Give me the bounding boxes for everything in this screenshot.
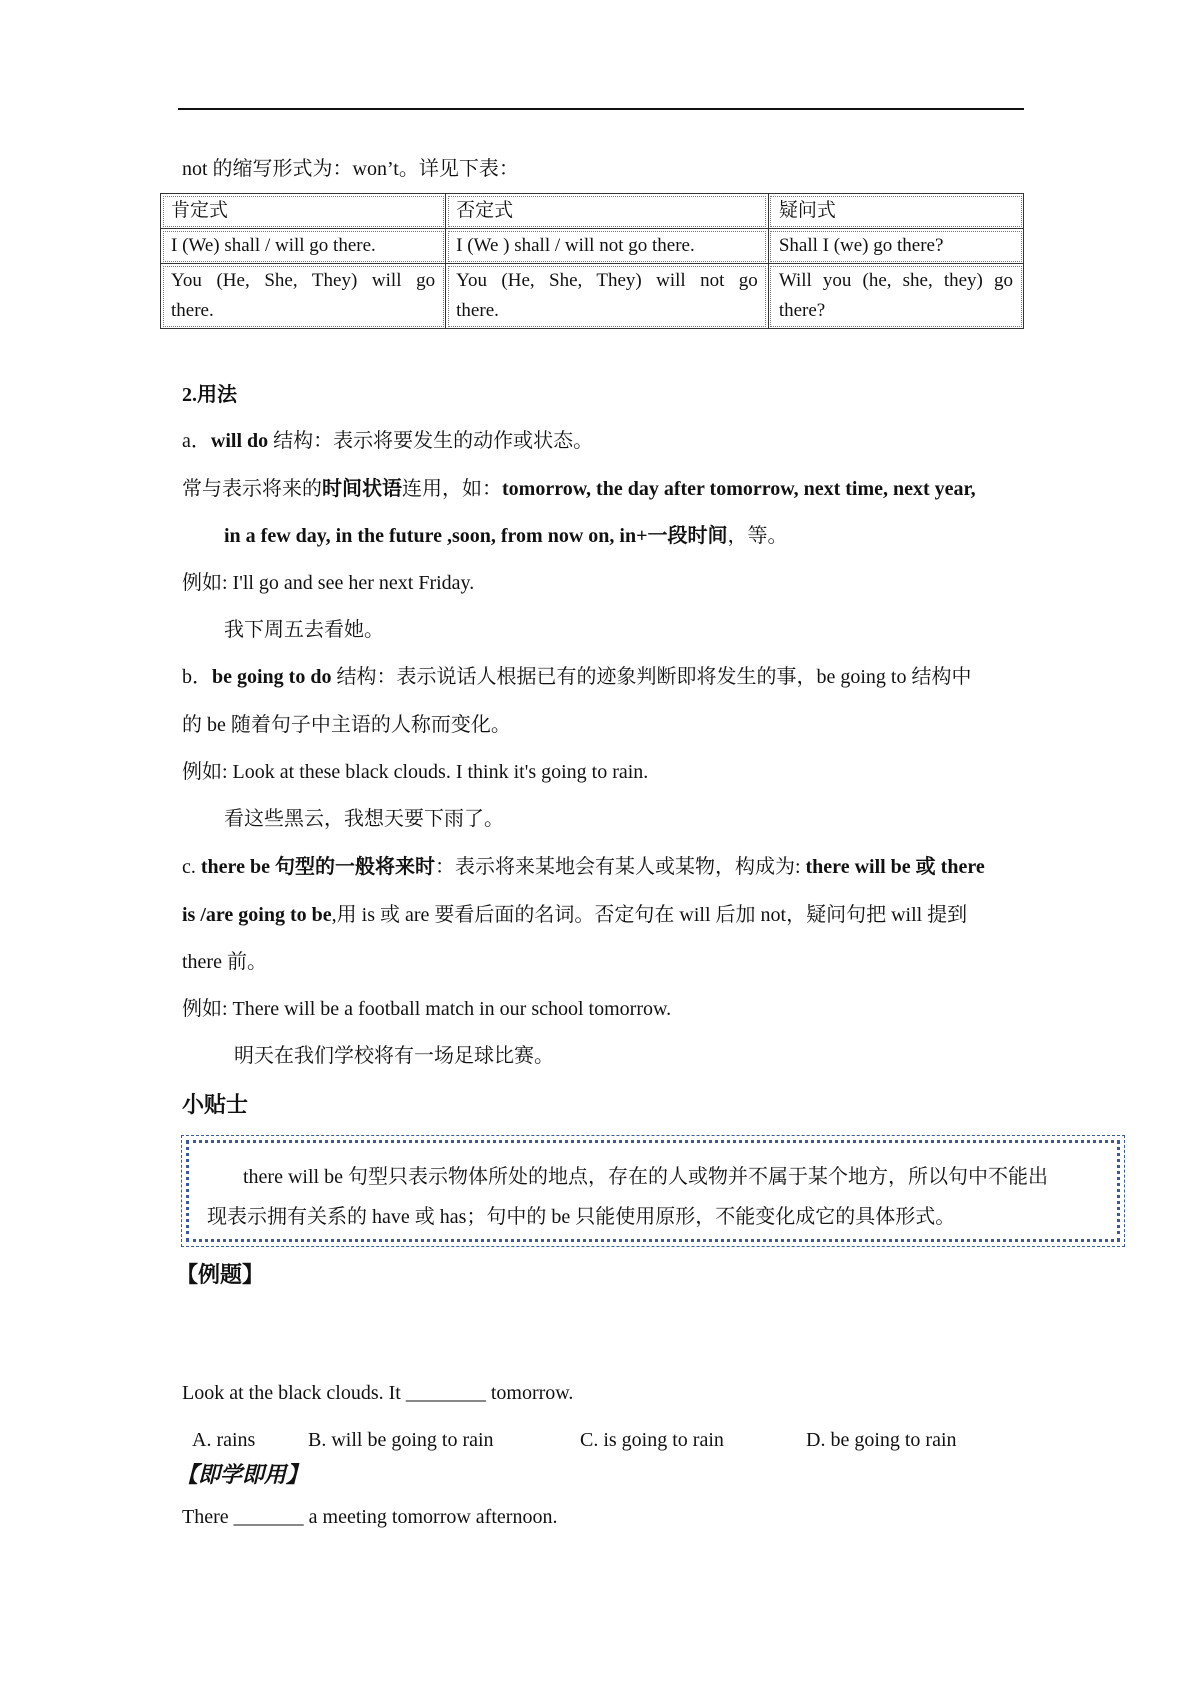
usage-a-line2: 常与表示将来的时间状语连用，如：tomorrow, the day after tomorrow, next time, next year,	[182, 478, 976, 500]
usage-a-line3: in a few day, in the future ,soon, from now on, in+一段时间，等。	[224, 525, 788, 547]
usage-c-line2: is /are going to be,用 is 或 are 要看后面的名词。否定句在 will 后加 not，疑问句把 will 提到	[182, 904, 968, 926]
usage-c-example-en: 例如: There will be a football match in our school tomorrow.	[182, 998, 672, 1020]
tips-line-2: 现表示拥有关系的 have 或 has；句中的 be 只能使用原形，不能变化成它的具体形式。	[207, 1206, 956, 1228]
table-cell: Shall I (we) go there?	[768, 229, 1023, 264]
option-b: B. will be going to rain	[308, 1429, 494, 1451]
header-affirmative: 肯定式	[161, 194, 446, 229]
table-row	[161, 229, 1024, 264]
usage-a-line1: a．will do 结构：表示将要发生的动作或状态。	[182, 430, 594, 452]
table-cell: You (He, She, They) will go there.	[161, 264, 446, 329]
tips-title: 小贴士	[182, 1092, 249, 1117]
usage-c-example-zh: 明天在我们学校将有一场足球比赛。	[234, 1045, 554, 1067]
table-header-row	[161, 194, 1024, 229]
usage-c-line1: c. there be 句型的一般将来时：表示将来某地会有某人或某物，构成为: there will be 或 there	[182, 856, 985, 878]
question-1: Look at the black clouds. It ________ tomorrow.	[182, 1382, 574, 1404]
header-interrogative: 疑问式	[768, 194, 1023, 229]
tips-box	[186, 1140, 1120, 1242]
question-2: There _______ a meeting tomorrow afternoon.	[182, 1506, 558, 1528]
practice-heading: 【即学即用】	[176, 1462, 309, 1487]
table-cell: I (We) shall / will go there.	[161, 229, 446, 264]
usage-a-example-zh: 我下周五去看她。	[224, 619, 384, 641]
option-a: A. rains	[192, 1429, 256, 1451]
usage-b-example-zh: 看这些黑云，我想天要下雨了。	[224, 808, 504, 830]
table-cell: I (We ) shall / will not go there.	[446, 229, 769, 264]
section-2-title: 2.用法	[182, 384, 237, 406]
usage-b-line1: b．be going to do 结构：表示说话人根据已有的迹象判断即将发生的事，be going to 结构中	[182, 666, 972, 688]
option-c: C. is going to rain	[580, 1429, 724, 1451]
tips-text	[207, 1157, 1107, 1237]
table-row	[161, 264, 1024, 329]
usage-b-line2: 的 be 随着句子中主语的人称而变化。	[182, 714, 511, 736]
usage-a-example-en: 例如: I'll go and see her next Friday.	[182, 572, 475, 594]
table-cell: You (He, She, They) will not go there.	[446, 264, 769, 329]
usage-c-line3: there 前。	[182, 951, 267, 973]
example-heading: 【例题】	[176, 1262, 265, 1287]
usage-b-example-en: 例如: Look at these black clouds. I think it's going to rain.	[182, 761, 649, 783]
table-cell: Will you (he, she, they) go there?	[768, 264, 1023, 329]
tips-line-1: there will be 句型只表示物体所处的地点，存在的人或物并不属于某个地方，所以句中不能出	[243, 1166, 1048, 1188]
will-forms-table	[160, 193, 1024, 329]
header-rule	[178, 108, 1024, 110]
option-d: D. be going to rain	[806, 1429, 957, 1451]
header-negative: 否定式	[446, 194, 769, 229]
intro-line: not 的缩写形式为：won’t。详见下表：	[182, 158, 519, 180]
